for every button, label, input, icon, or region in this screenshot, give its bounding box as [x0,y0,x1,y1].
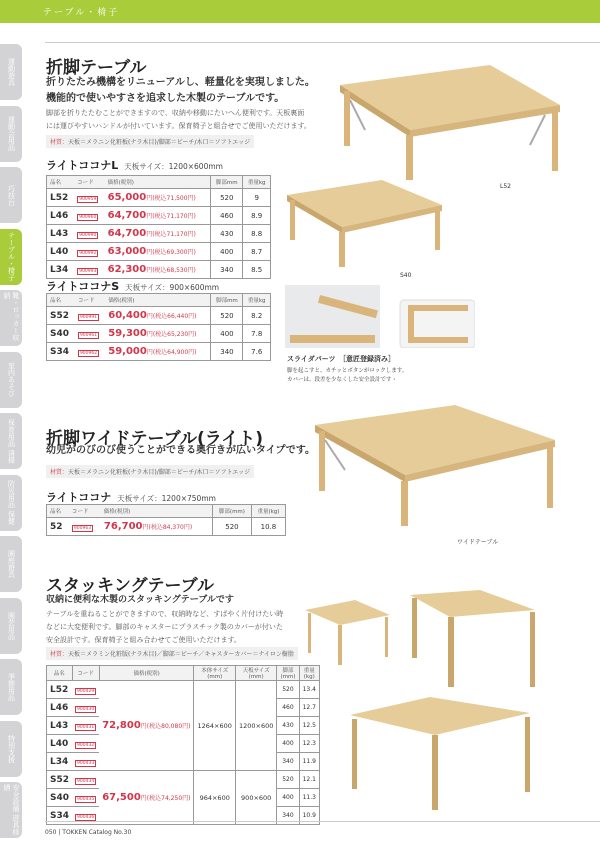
price: 59,000円(税込64,900円) [108,346,197,357]
price-table-L [46,175,271,279]
material-note: 材質：天板＝メラニン化粧板(ナラ木目)/脚部＝ビーチ/木口＝ソフトエッジ [46,465,254,478]
column-header: コード [72,666,99,681]
table-row: L40 900432 400 12.3 [47,735,320,753]
table-row: S34 900962 59,000円(税込64,900円) 340 7.6 [47,343,271,361]
category-header-bar [0,0,600,23]
material-note: 材質：天板＝メラミン化粧版(ナラ木目)／脚部＝ビーチ／キャスターカバー＝ナイロン樹脂 [46,647,298,660]
product-code: 900431 [77,724,95,730]
slide-parts-title: スライダパーツ ［意匠登録済み］ [287,355,395,363]
product-code: 900962 [79,350,98,356]
price-table-wide [46,504,286,536]
stacking-table-images [300,585,590,815]
section-title: スタッキングテーブル [46,576,214,596]
table-row: L43 900431 430 12.5 [47,717,320,735]
product-code: 900429 [77,688,95,694]
table-row: L34 900433 340 11.9 [47,753,320,771]
slide-parts-photos [285,285,475,348]
side-tab[interactable]: 運動会用品 [0,106,22,162]
price: 64,700円(税込71,170円) [107,210,196,221]
price-table-S [46,293,271,361]
product-code: 900434 [77,778,95,784]
column-header: 重量(kg) [251,505,285,518]
column-header: 価格(税別) [105,176,211,189]
column-header: 品名 [47,505,69,518]
table-row: S52 900434 67,500円(税込74,250円) 964×600 900×600 520 12.1 [47,771,320,789]
column-header: コード [74,176,104,189]
product-code: 900433 [77,760,95,766]
material-note: 材質：天板＝メラニン化粧板(ナラ木目)/脚部＝ビーチ/木口＝ソフトエッジ [46,135,254,148]
column-header: 価格(税別) [101,505,213,518]
column-header: 脚部mm [211,176,243,189]
price: 65,000円(税込71,500円) [107,192,196,203]
divider [45,42,600,43]
column-header: 品名 [47,294,75,307]
price: 62,300円(税込68,530円) [107,264,196,275]
table-row: L40 900992 63,000円(税込69,300円) 400 8.7 [47,243,271,261]
table-row: L52 900429 72,800円(税込80,080円) 1264×600 1200×600 520 13.4 [47,681,320,699]
column-header: 価格(税別) [105,294,211,307]
table-image-l52 [320,55,570,185]
column-header: 脚部(mm) [213,505,252,518]
wide-table-image [305,395,565,530]
column-header: 品名 [47,176,75,189]
product-code: 900435 [77,796,95,802]
side-tab[interactable]: 園庭遊具 [0,536,22,592]
product-heading: ライトココナL 天板サイズ：1200×600mm [46,159,223,172]
side-tab[interactable]: 靴・ロッカー収納 [0,290,22,346]
table-row: L46 900430 460 12.7 [47,699,320,717]
section-description: 脚部を折りたたむことができますので、収納や移動にたいへん便利です。天板裏面 には運びやすいハンドルが付いています。保育椅子と組合せでご使用いただけます。 [46,109,311,130]
price: 64,700円(税込71,170円) [107,228,196,239]
column-header: 重量(kg) [299,666,319,681]
table-row: L46 900960 64,700円(税込71,170円) 460 8.9 [47,207,271,225]
column-header: 価格(税別) [99,666,194,681]
side-tab[interactable]: 園芸用品 [0,598,22,654]
product-code: 900993 [79,268,97,274]
side-tab[interactable]: 巧技台 [0,167,22,223]
page-footer: 050 | TOKKEN Catalog No.30 [45,829,132,836]
price: 59,300円(税込65,230円) [108,328,197,339]
side-tab[interactable]: テーブル・椅子 [0,229,22,285]
table-image-s40 [282,175,452,270]
table-row: S40 900435 400 11.3 [47,789,320,807]
product-code: 900992 [79,250,97,256]
product-heading: ライトココナ 天板サイズ：1200×750mm [46,491,216,504]
product-heading: ライトココナS 天板サイズ：900×600mm [46,280,220,293]
section-subtitle: 幼児がのびのび使うことができる奥行きが広いタイプです。 [46,445,315,456]
product-code: 900960 [79,214,97,220]
product-code: 900432 [77,742,95,748]
section-title: 折脚テーブル [46,58,147,78]
section-title: 折脚ワイドテーブル(ライト) [46,429,263,449]
side-tab[interactable]: 室内あそび [0,352,22,408]
column-header: コード [69,505,101,518]
slide-parts-description: 脚を起こすと、カチッとボタンがロックします。 カバーは、段差を少なくした安全設計です・ [287,368,408,383]
side-tab[interactable]: 安全設備 遊具修繕 [0,782,22,838]
table-row: 52 900963 76,700円(税込84,370円) 520 10.8 [47,518,286,536]
table-row: S40 900961 59,300円(税込65,230円) 400 7.8 [47,325,271,343]
section-subtitle: 折りたたみ機構をリニューアルし、軽量化を実現しました。 機能的で使いやすさを追求した木製のテーブルです。 [46,77,315,104]
price: 63,000円(税込69,300円) [107,246,196,257]
image-caption: L52 [500,183,511,190]
side-tab[interactable]: 特別支援 [0,721,22,777]
column-header: 重量kg [243,294,271,307]
footer-divider [45,821,600,822]
price-table-stacking [46,665,320,825]
product-code: 900430 [77,706,95,712]
section-subtitle: 収納に便利な木製のスタッキングテーブルです [46,595,234,605]
price: 72,800円(税込80,080円) [102,720,191,731]
side-tab[interactable]: 運動遊具 [0,44,22,100]
column-header: 本体サイズ(mm) [194,666,235,681]
price: 67,500円(税込74,250円) [102,792,191,803]
price: 60,400円(税込66,440円) [108,310,197,321]
product-code: 900961 [79,332,98,338]
side-tab[interactable]: 季節用品 [0,659,22,715]
price: 76,700円(税込84,370円) [103,521,193,532]
side-tab[interactable]: 保育用品 清掃 [0,413,22,469]
product-code: 900963 [73,525,92,531]
table-row: S34 900436 340 10.9 [47,807,320,825]
column-header: コード [75,294,105,307]
table-row: L52 900959 65,000円(税込71,500円) 520 9 [47,189,271,207]
column-header: 脚部mm [211,294,243,307]
category-title: テーブル・椅子 [43,8,120,18]
section-description: テーブルを重ねることができますので、収納時など、すばやく片付けたい時 などに大変便利です。脚部のキャスターにプラスチック製のカバーが付いた 安全設計です。保育椅子と組み合わせてご使用いただけます。 [46,610,284,644]
product-code: 900959 [79,196,97,202]
product-code: 900991 [79,314,98,320]
column-header: 品名 [47,666,73,681]
table-row: L34 900993 62,300円(税込68,530円) 340 8.5 [47,261,271,279]
image-caption: S40 [400,272,412,279]
table-row: S52 900991 60,400円(税込66,440円) 520 8.2 [47,307,271,325]
side-tab[interactable]: 防災用品 保健 [0,475,22,531]
product-code: 900436 [77,814,95,820]
image-caption: ワイドテーブル [457,539,499,546]
table-row: L43 900990 64,700円(税込71,170円) 430 8.8 [47,225,271,243]
column-header: 脚部(mm) [277,666,299,681]
product-code: 900990 [79,232,97,238]
column-header: 重量kg [243,176,271,189]
column-header: 天板サイズ(mm) [235,666,276,681]
